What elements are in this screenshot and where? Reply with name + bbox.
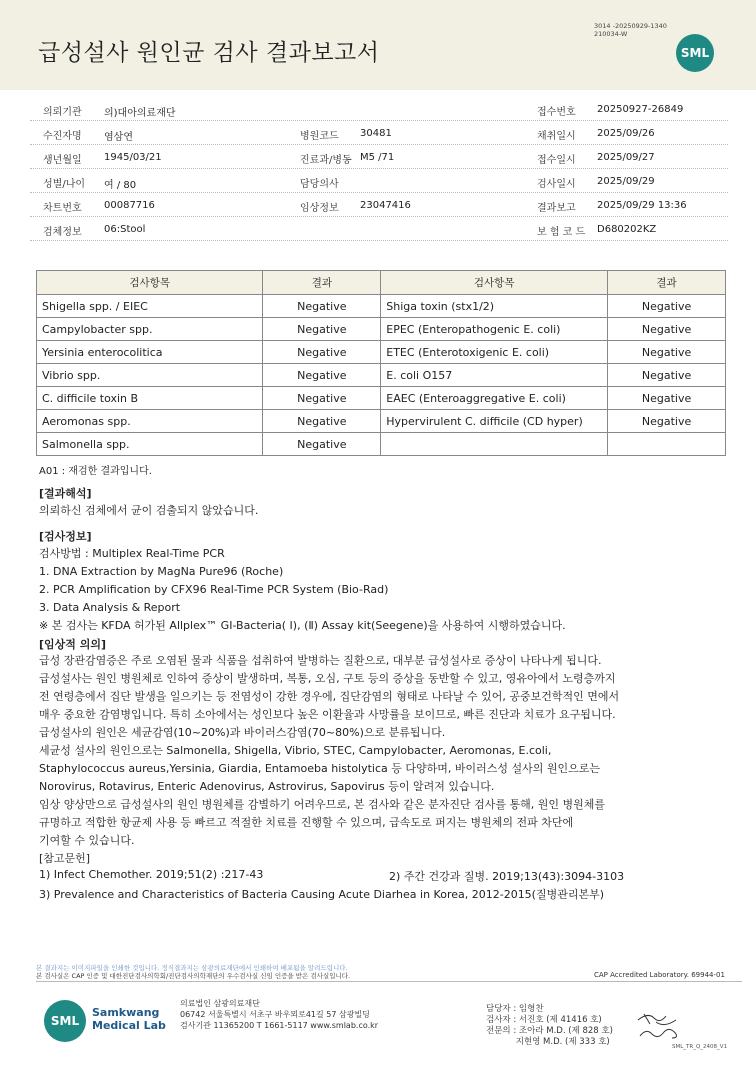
clinical-line: Norovirus, Rotavirus, Enteric Adenovirus, Astrovirus, Sapovirus 등이 알려져 있습니다. [39,780,495,793]
result-cell: Negative [263,364,381,387]
table-row [37,433,726,456]
test-item-cell: ETEC (Enterotoxigenic E. coli) [381,341,608,364]
form-code: SML_TR_Q_2408_V1 [672,1044,728,1050]
test-item-cell: E. coli O157 [381,364,608,387]
organization-info [180,998,378,1031]
info-row [30,170,728,193]
info-row [30,146,728,169]
result-cell: Negative [263,341,381,364]
signature-image [636,1010,682,1046]
references-section [39,850,729,904]
info-label: 진료과/병동 [300,155,352,166]
test-item-cell: EPEC (Enteropathogenic E. coli) [381,318,608,341]
info-value: 2025/09/26 [597,128,655,139]
info-label: 접수일시 [537,155,576,166]
reference-item: 3) Prevalence and Characteristics of Bacteria Causing Acute Diarhea in Korea, 2012-2015(질병관리본부) [39,888,605,901]
staff-line: 검사자 : 서진호 (제 41416 호) [486,1015,602,1025]
test-item-cell: Yersinia enterocolitica [37,341,263,364]
result-cell: Negative [263,295,381,318]
info-value: 여 / 80 [104,180,137,191]
staff-line: 전문의 : 조아라 M.D. (제 828 호) [486,1026,613,1036]
column-header: 결과 [608,271,726,295]
test-info-lines [39,545,729,635]
test-info-line: 3. Data Analysis & Report [39,601,181,614]
staff-info [486,1004,613,1048]
info-value: M5 /71 [360,152,395,163]
info-label: 의뢰기관 [43,107,82,118]
print-notice: 본 결과지는 이미지파일을 인쇄한 것입니다. 정식결과지는 삼광의료재단에서 인쇄하여 배포됨을 알려드립니다. [36,964,348,972]
test-item-cell: EAEC (Enteroaggregative E. coli) [381,387,608,410]
table-header-row [37,271,726,295]
result-cell: Negative [608,341,726,364]
test-info-line: 1. DNA Extraction by MagNa Pure96 (Roche) [39,565,284,578]
info-label: 담당의사 [300,179,339,190]
staff-line: 지현영 M.D. (제 333 호) [486,1037,610,1047]
column-header: 검사항목 [381,271,608,295]
reference-item: 2) 주간 건강과 질병. 2019;13(43):3094-3103 [389,870,625,883]
org-line: 의료법인 삼광의료재단 [180,999,260,1008]
info-value: 00087716 [104,200,155,211]
sml-logo [44,1000,86,1042]
test-item-cell: Hypervirulent C. difficile (CD hyper) [381,410,608,433]
result-cell: Negative [263,318,381,341]
info-value: 1945/03/21 [104,152,162,163]
test-info-line: 2. PCR Amplification by CFX96 Real-Time PCR System (Bio-Rad) [39,583,389,596]
report-title: 급성설사 원인균 검사 결과보고서 [38,40,380,66]
info-value: 23047416 [360,200,411,211]
section-heading: [검사정보] [39,530,92,543]
logo-name-line: Medical Lab [92,1019,166,1032]
info-row [30,98,728,121]
result-cell: Negative [608,295,726,318]
section-heading: [임상적 의의] [39,638,107,651]
test-info-line: 검사방법 : Multiplex Real-Time PCR [39,547,225,560]
table-row [37,318,726,341]
interpretation-section [39,485,729,518]
section-heading: [참고문헌] [39,852,91,865]
result-cell [608,433,726,456]
info-label: 수진자명 [43,131,82,142]
info-value: 06:Stool [104,224,146,235]
logo-text: SML [680,46,710,60]
info-label: 검체정보 [43,227,82,238]
result-cell: Negative [608,364,726,387]
interpretation-text: 의뢰하신 검체에서 균이 검출되지 않았습니다. [39,504,259,517]
test-item-cell [381,433,608,456]
document-id [594,22,667,38]
info-label: 병원코드 [300,131,339,142]
org-line: 검사기관 11365200 T 1661-5117 www.smlab.co.kr [180,1021,379,1030]
clinical-line: Staphylococcus aureus,Yersinia, Giardia, Entamoeba histolytica 등 다양하며, 바이러스성 설사의 원인으로는 [39,762,601,775]
result-cell: Negative [608,410,726,433]
result-cell: Negative [263,433,381,456]
cap-accreditation: CAP Accredited Laboratory. 69944-01 [594,971,725,979]
info-row [30,218,728,241]
info-label: 검사일시 [537,179,576,190]
info-row [30,194,728,217]
result-cell: Negative [263,410,381,433]
test-item-cell: C. difficile toxin B [37,387,263,410]
info-label: 결과보고 [537,203,576,214]
result-cell: Negative [608,318,726,341]
logo-name-line: Samkwang [92,1006,160,1019]
footer-divider [36,981,742,982]
sml-logo [676,34,714,72]
info-label: 차트번호 [43,203,82,214]
test-info-section [39,528,729,635]
test-item-cell: Salmonella spp. [37,433,263,456]
test-item-cell: Campylobacter spp. [37,318,263,341]
clinical-lines [39,652,729,850]
test-item-cell: Shigella spp. / EIEC [37,295,263,318]
clinical-section [39,636,729,850]
info-label: 보 험 코 드 [537,227,586,238]
info-label: 접수번호 [537,107,576,118]
table-row [37,295,726,318]
info-label: 임상정보 [300,203,339,214]
section-heading: [결과해석] [39,487,92,500]
clinical-line: 전 연령층에서 집단 발생을 일으키는 등 전염성이 강한 경우에, 집단감염의 형태로 나타날 수 있어, 공중보건학적인 면에서 [39,690,620,703]
info-label: 채취일시 [537,131,576,142]
info-value: D680202KZ [597,224,657,235]
clinical-line: 매우 중요한 감염병입니다. 특히 소아에서는 성인보다 높은 이환율과 사망률을 보이므로, 빠른 진단과 치료가 요구됩니다. [39,708,616,721]
retest-note: A01 : 재검한 결과입니다. [39,466,152,477]
logo-text: SML [50,1014,80,1028]
clinical-line: 급성설사는 원인 병원체로 인하여 증상이 발생하며, 복통, 오심, 구토 등의 증상을 동반할 수 있고, 영유아에서 노령층까지 [39,672,616,685]
info-label: 생년월일 [43,155,82,166]
table-row [37,387,726,410]
result-cell: Negative [263,387,381,410]
column-header: 검사항목 [37,271,263,295]
result-cell: Negative [608,387,726,410]
info-value: 염삼연 [104,132,133,143]
table-row [37,364,726,387]
clinical-line: 기여할 수 있습니다. [39,834,135,847]
info-value: 2025/09/27 [597,152,655,163]
clinical-line: 급성설사의 원인은 세균감염(10~20%)과 바이러스감염(70~80%)으로 분류됩니다. [39,726,446,739]
document-id-line: 210034-W [594,30,628,38]
table-row [37,341,726,364]
accreditation-notice: 본 검사실은 CAP 인증 및 대한진단검사의학회/진단검사의학재단의 우수검사실 신임 인증을 받은 검사실입니다. [36,972,351,980]
staff-line: 담당자 : 임형찬 [486,1004,544,1014]
test-info-line: ※ 본 검사는 KFDA 허가된 Allplex™ GI-Bacteria( Ⅰ), (Ⅱ) Assay kit(Seegene)을 사용하여 시행하였습니다. [39,619,566,632]
info-value: 2025/09/29 13:36 [597,200,687,211]
results-table [36,270,726,456]
logo-name [92,1006,166,1032]
info-value: 의)대아의료재단 [104,108,176,119]
info-value: 2025/09/29 [597,176,655,187]
info-value: 30481 [360,128,392,139]
test-item-cell: Aeromonas spp. [37,410,263,433]
test-item-cell: Shiga toxin (stx1/2) [381,295,608,318]
clinical-line: 급성 장관감염증은 주로 오염된 물과 식품을 섭취하여 발병하는 질환으로, 대부분 급성설사로 증상이 나타나게 됩니다. [39,654,602,667]
info-value: 20250927-26849 [597,104,684,115]
org-line: 06742 서울특별시 서초구 바우뫼로41길 57 삼광빌딩 [180,1010,370,1019]
report-header [0,0,756,90]
info-row [30,122,728,145]
info-label: 성별/나이 [43,179,86,190]
test-item-cell: Vibrio spp. [37,364,263,387]
reference-item: 1) Infect Chemother. 2019;51(2) :217-43 [39,868,264,881]
document-id-line: 3014 -20250929-1340 [594,22,667,30]
clinical-line: 규명하고 적합한 항균제 사용 등 빠르고 적절한 치료를 진행할 수 있으며, 급속도로 퍼지는 병원체의 전파 차단에 [39,816,574,829]
clinical-line: 임상 양상만으로 급성설사의 원인 병원체를 감별하기 어려우므로, 본 검사와 같은 분자진단 검사를 통해, 원인 병원체를 [39,798,605,811]
column-header: 결과 [263,271,381,295]
table-row [37,410,726,433]
clinical-line: 세균성 설사의 원인으로는 Salmonella, Shigella, Vibrio, STEC, Campylobacter, Aeromonas, E.coli, [39,744,552,757]
